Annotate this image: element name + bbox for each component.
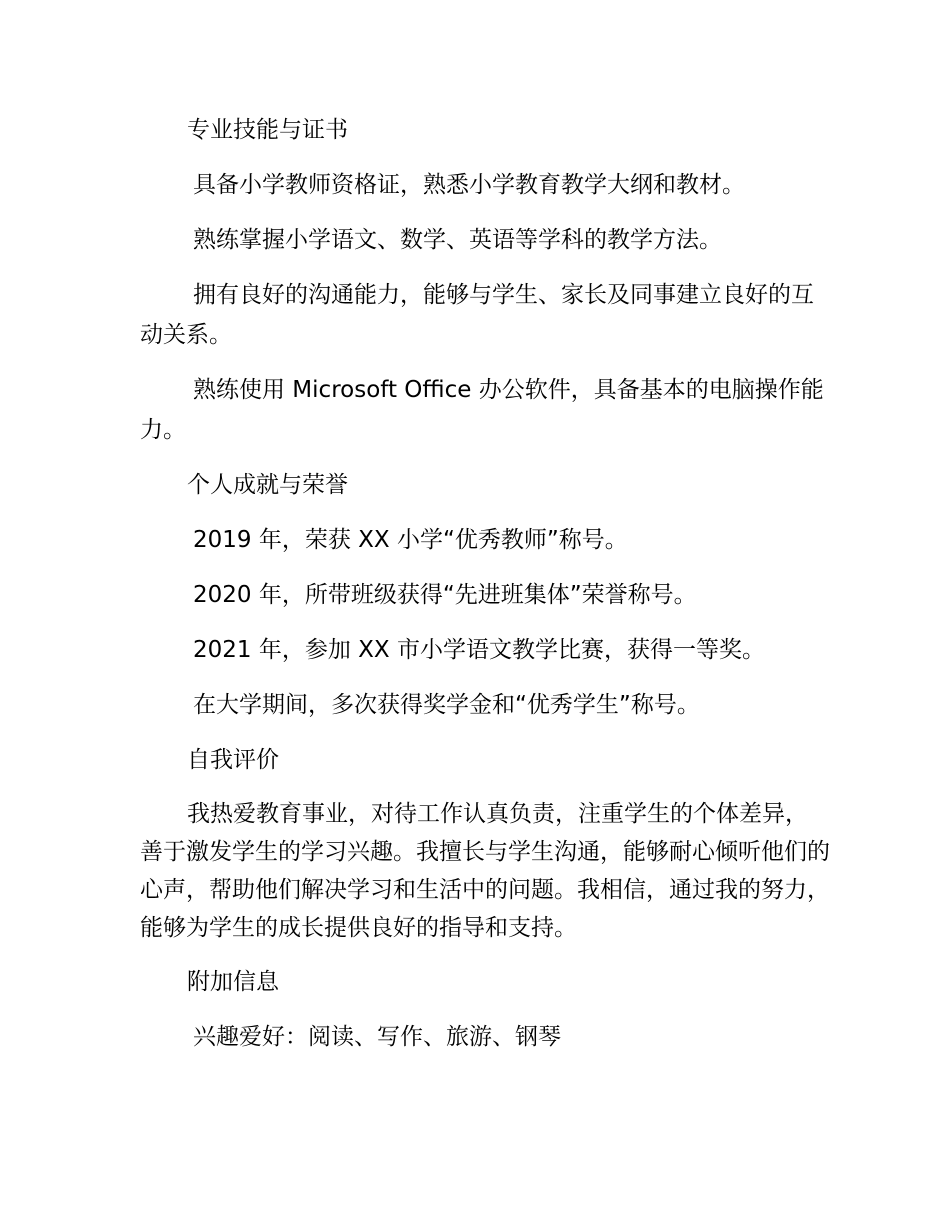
skill-item: 具备小学教师资格证，熟悉小学教育教学大纲和教材。 bbox=[193, 172, 745, 198]
achievement-item: 在大学期间，多次获得奖学金和“优秀学生”称号。 bbox=[193, 692, 700, 718]
resume-content bbox=[140, 110, 830, 1072]
skill-item: 熟练使用 Microsoft Office 办公软件，具备基本的电脑操作能力。 bbox=[140, 377, 824, 443]
achievement-item: 2020 年，所带班级获得“先进班集体”荣誉称号。 bbox=[193, 582, 697, 608]
section-self-evaluation bbox=[140, 740, 830, 947]
self-evaluation-paragraph: 我热爱教育事业，对待工作认真负责，注重学生的个体差异，善于激发学生的学习兴趣。我擅长与学生沟通，能够耐心倾听他们的心声，帮助他们解决学习和生活中的问题。我相信，通过我的努力，能够为学生的成长提供良好的指导和支持。 bbox=[140, 801, 830, 941]
section-heading: 自我评价 bbox=[187, 747, 279, 773]
section-additional-info bbox=[140, 962, 830, 1057]
section-skills bbox=[140, 110, 830, 450]
section-achievements bbox=[140, 465, 830, 725]
section-heading: 专业技能与证书 bbox=[187, 117, 348, 143]
hobbies-item: 兴趣爱好：阅读、写作、旅游、钢琴 bbox=[193, 1024, 561, 1050]
skill-item: 熟练掌握小学语文、数学、英语等学科的教学方法。 bbox=[193, 227, 722, 253]
skill-item: 拥有良好的沟通能力，能够与学生、家长及同事建立良好的互动关系。 bbox=[140, 282, 814, 348]
achievement-item: 2021 年，参加 XX 市小学语文教学比赛，获得一等奖。 bbox=[193, 637, 765, 663]
section-heading: 个人成就与荣誉 bbox=[187, 472, 348, 498]
achievement-item: 2019 年，荣获 XX 小学“优秀教师”称号。 bbox=[193, 527, 628, 553]
section-heading: 附加信息 bbox=[187, 969, 279, 995]
